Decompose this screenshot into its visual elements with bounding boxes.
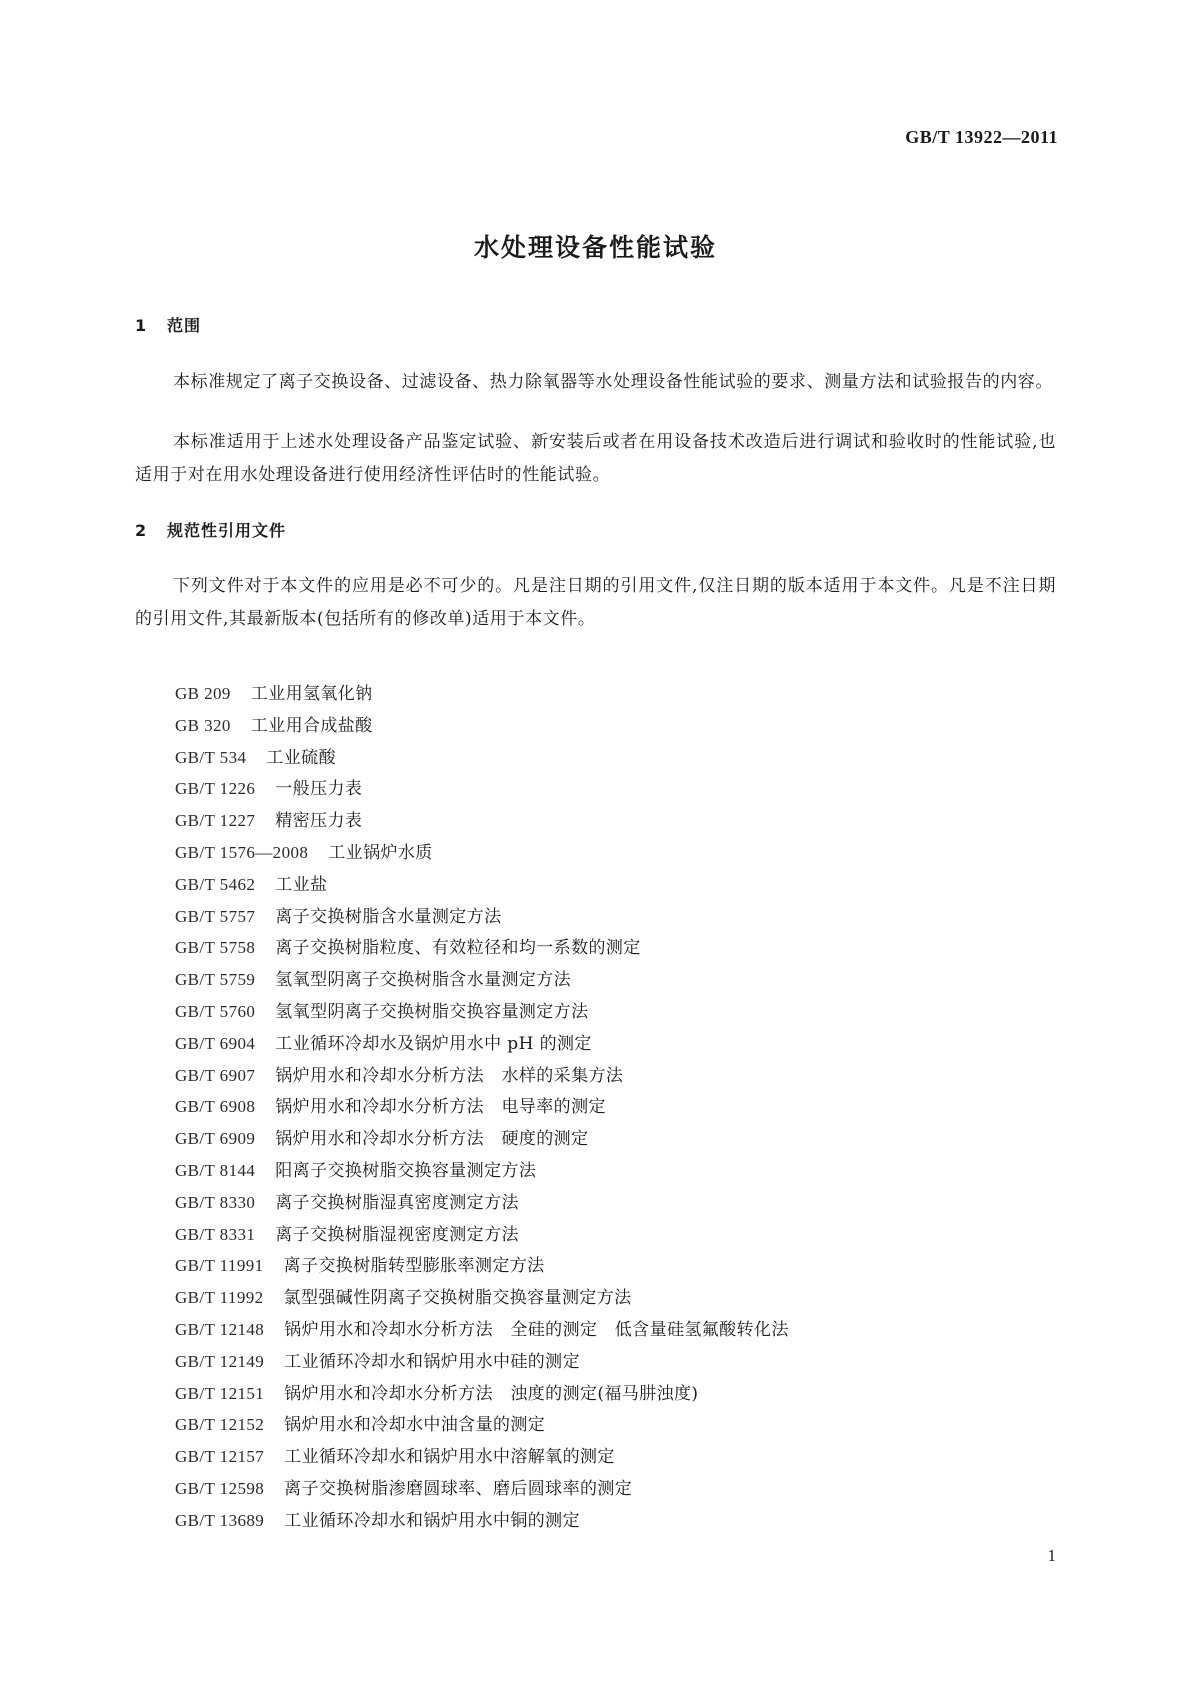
reference-code: GB/T 6908 bbox=[175, 1097, 256, 1117]
scope-paragraph-2: 本标准适用于上述水处理设备产品鉴定试验、新安装后或者在用设备技术改造后进行调试和验收时的性能试验,也适用于对在用水处理设备进行使用经济性评估时的性能试验。 bbox=[135, 432, 1056, 485]
reference-title: 工业盐 bbox=[275, 874, 328, 895]
reference-code: GB/T 12151 bbox=[175, 1383, 265, 1403]
reference-title: 氢氧型阴离子交换树脂交换容量测定方法 bbox=[275, 1001, 589, 1022]
section-2-heading bbox=[135, 518, 286, 541]
reference-item bbox=[175, 773, 789, 805]
reference-title: 工业硫酸 bbox=[266, 747, 336, 768]
scope-paragraph-1: 本标准规定了离子交换设备、过滤设备、热力除氧器等水处理设备性能试验的要求、测量方法和试验报告的内容。 bbox=[173, 372, 1053, 392]
reference-title: 锅炉用水和冷却水中油含量的测定 bbox=[284, 1415, 546, 1436]
reference-title: 工业用合成盐酸 bbox=[250, 715, 373, 736]
reference-code: GB/T 12148 bbox=[175, 1319, 265, 1339]
reference-title: 锅炉用水和冷却水分析方法 水样的采集方法 bbox=[275, 1065, 624, 1086]
section-2-number: 2 bbox=[135, 521, 148, 540]
reference-code: GB/T 5759 bbox=[175, 970, 256, 990]
reference-item bbox=[175, 1187, 789, 1219]
section-2-title: 规范性引用文件 bbox=[167, 521, 287, 540]
reference-code: GB/T 5462 bbox=[175, 874, 256, 894]
reference-item bbox=[175, 805, 789, 837]
reference-code: GB/T 12149 bbox=[175, 1351, 265, 1371]
reference-item bbox=[175, 932, 789, 964]
reference-code: GB 320 bbox=[175, 715, 231, 735]
reference-item bbox=[175, 1314, 789, 1346]
reference-title: 锅炉用水和冷却水分析方法 浊度的测定(福马肼浊度) bbox=[284, 1383, 699, 1404]
reference-title: 工业循环冷却水和锅炉用水中溶解氧的测定 bbox=[284, 1447, 615, 1468]
section-1-heading bbox=[135, 313, 201, 336]
reference-code: GB/T 5758 bbox=[175, 938, 256, 958]
reference-item bbox=[175, 1505, 789, 1537]
reference-code: GB/T 1227 bbox=[175, 811, 256, 831]
reference-item bbox=[175, 996, 789, 1028]
standard-code: GB/T 13922—2011 bbox=[905, 127, 1058, 147]
page-number: 1 bbox=[1047, 1546, 1056, 1565]
reference-title: 锅炉用水和冷却水分析方法 全硅的测定 低含量硅氢氟酸转化法 bbox=[284, 1319, 789, 1340]
reference-item bbox=[175, 742, 789, 774]
reference-code: GB/T 6909 bbox=[175, 1129, 256, 1149]
reference-title: 工业用氢氧化钠 bbox=[250, 684, 373, 704]
reference-item bbox=[175, 1091, 789, 1123]
reference-item bbox=[175, 1250, 789, 1282]
reference-item bbox=[175, 964, 789, 996]
reference-code: GB/T 12598 bbox=[175, 1478, 265, 1498]
reference-item bbox=[175, 869, 789, 901]
reference-item bbox=[175, 1473, 789, 1505]
reference-code: GB/T 8331 bbox=[175, 1224, 256, 1244]
reference-code: GB/T 12152 bbox=[175, 1415, 265, 1435]
reference-item bbox=[175, 1155, 789, 1187]
reference-title: 离子交换树脂湿视密度测定方法 bbox=[275, 1224, 519, 1245]
reference-code: GB/T 534 bbox=[175, 747, 247, 767]
reference-item bbox=[175, 1028, 789, 1060]
reference-code: GB/T 8144 bbox=[175, 1160, 256, 1180]
reference-title: 氢氧型阴离子交换树脂含水量测定方法 bbox=[275, 970, 572, 991]
reference-code: GB/T 13689 bbox=[175, 1510, 265, 1530]
reference-title: 离子交换树脂渗磨圆球率、磨后圆球率的测定 bbox=[284, 1478, 633, 1499]
reference-title: 锅炉用水和冷却水分析方法 电导率的测定 bbox=[275, 1097, 606, 1118]
reference-title: 工业循环冷却水和锅炉用水中硅的测定 bbox=[284, 1351, 580, 1372]
document-title: 水处理设备性能试验 bbox=[473, 233, 717, 262]
reference-item bbox=[175, 1282, 789, 1314]
references-intro: 下列文件对于本文件的应用是必不可少的。凡是注日期的引用文件,仅注日期的版本适用于本文件。凡是不注日期的引用文件,其最新版本(包括所有的修改单)适用于本文件。 bbox=[135, 576, 1056, 629]
section-1-number: 1 bbox=[135, 316, 148, 335]
section-1-title: 范围 bbox=[167, 316, 202, 335]
reference-code: GB/T 1226 bbox=[175, 779, 256, 799]
reference-code: GB/T 5757 bbox=[175, 906, 256, 926]
reference-item bbox=[175, 1346, 789, 1378]
reference-title: 离子交换树脂转型膨胀率测定方法 bbox=[283, 1256, 545, 1277]
reference-title: 离子交换树脂湿真密度测定方法 bbox=[275, 1192, 519, 1213]
reference-item bbox=[175, 1060, 789, 1092]
reference-item bbox=[175, 1123, 789, 1155]
reference-list bbox=[175, 678, 789, 1537]
reference-item bbox=[175, 1219, 789, 1251]
reference-title: 离子交换树脂粒度、有效粒径和均一系数的测定 bbox=[275, 938, 641, 959]
reference-item bbox=[175, 678, 789, 710]
reference-title: 精密压力表 bbox=[275, 811, 363, 832]
reference-item bbox=[175, 901, 789, 933]
reference-item bbox=[175, 1409, 789, 1441]
reference-item bbox=[175, 837, 789, 869]
reference-code: GB/T 11992 bbox=[175, 1288, 264, 1308]
reference-item bbox=[175, 1378, 789, 1410]
reference-item bbox=[175, 1441, 789, 1473]
reference-code: GB/T 6907 bbox=[175, 1065, 256, 1085]
reference-title: 工业循环冷却水和锅炉用水中铜的测定 bbox=[284, 1510, 580, 1531]
reference-code: GB/T 8330 bbox=[175, 1192, 256, 1212]
reference-code: GB/T 1576—2008 bbox=[175, 842, 309, 862]
reference-title: 一般压力表 bbox=[275, 779, 363, 800]
reference-code: GB 209 bbox=[175, 684, 231, 703]
reference-title: 离子交换树脂含水量测定方法 bbox=[275, 906, 502, 927]
reference-code: GB/T 11991 bbox=[175, 1256, 264, 1276]
reference-title: 阳离子交换树脂交换容量测定方法 bbox=[275, 1160, 537, 1181]
reference-title: 工业锅炉水质 bbox=[328, 842, 433, 863]
reference-code: GB/T 5760 bbox=[175, 1001, 256, 1021]
reference-title: 工业循环冷却水及锅炉用水中 pH 的测定 bbox=[275, 1033, 592, 1054]
reference-item bbox=[175, 710, 789, 742]
reference-code: GB/T 6904 bbox=[175, 1033, 256, 1053]
reference-code: GB/T 12157 bbox=[175, 1447, 265, 1467]
reference-title: 氯型强碱性阴离子交换树脂交换容量测定方法 bbox=[283, 1288, 632, 1309]
reference-title: 锅炉用水和冷却水分析方法 硬度的测定 bbox=[275, 1129, 589, 1150]
